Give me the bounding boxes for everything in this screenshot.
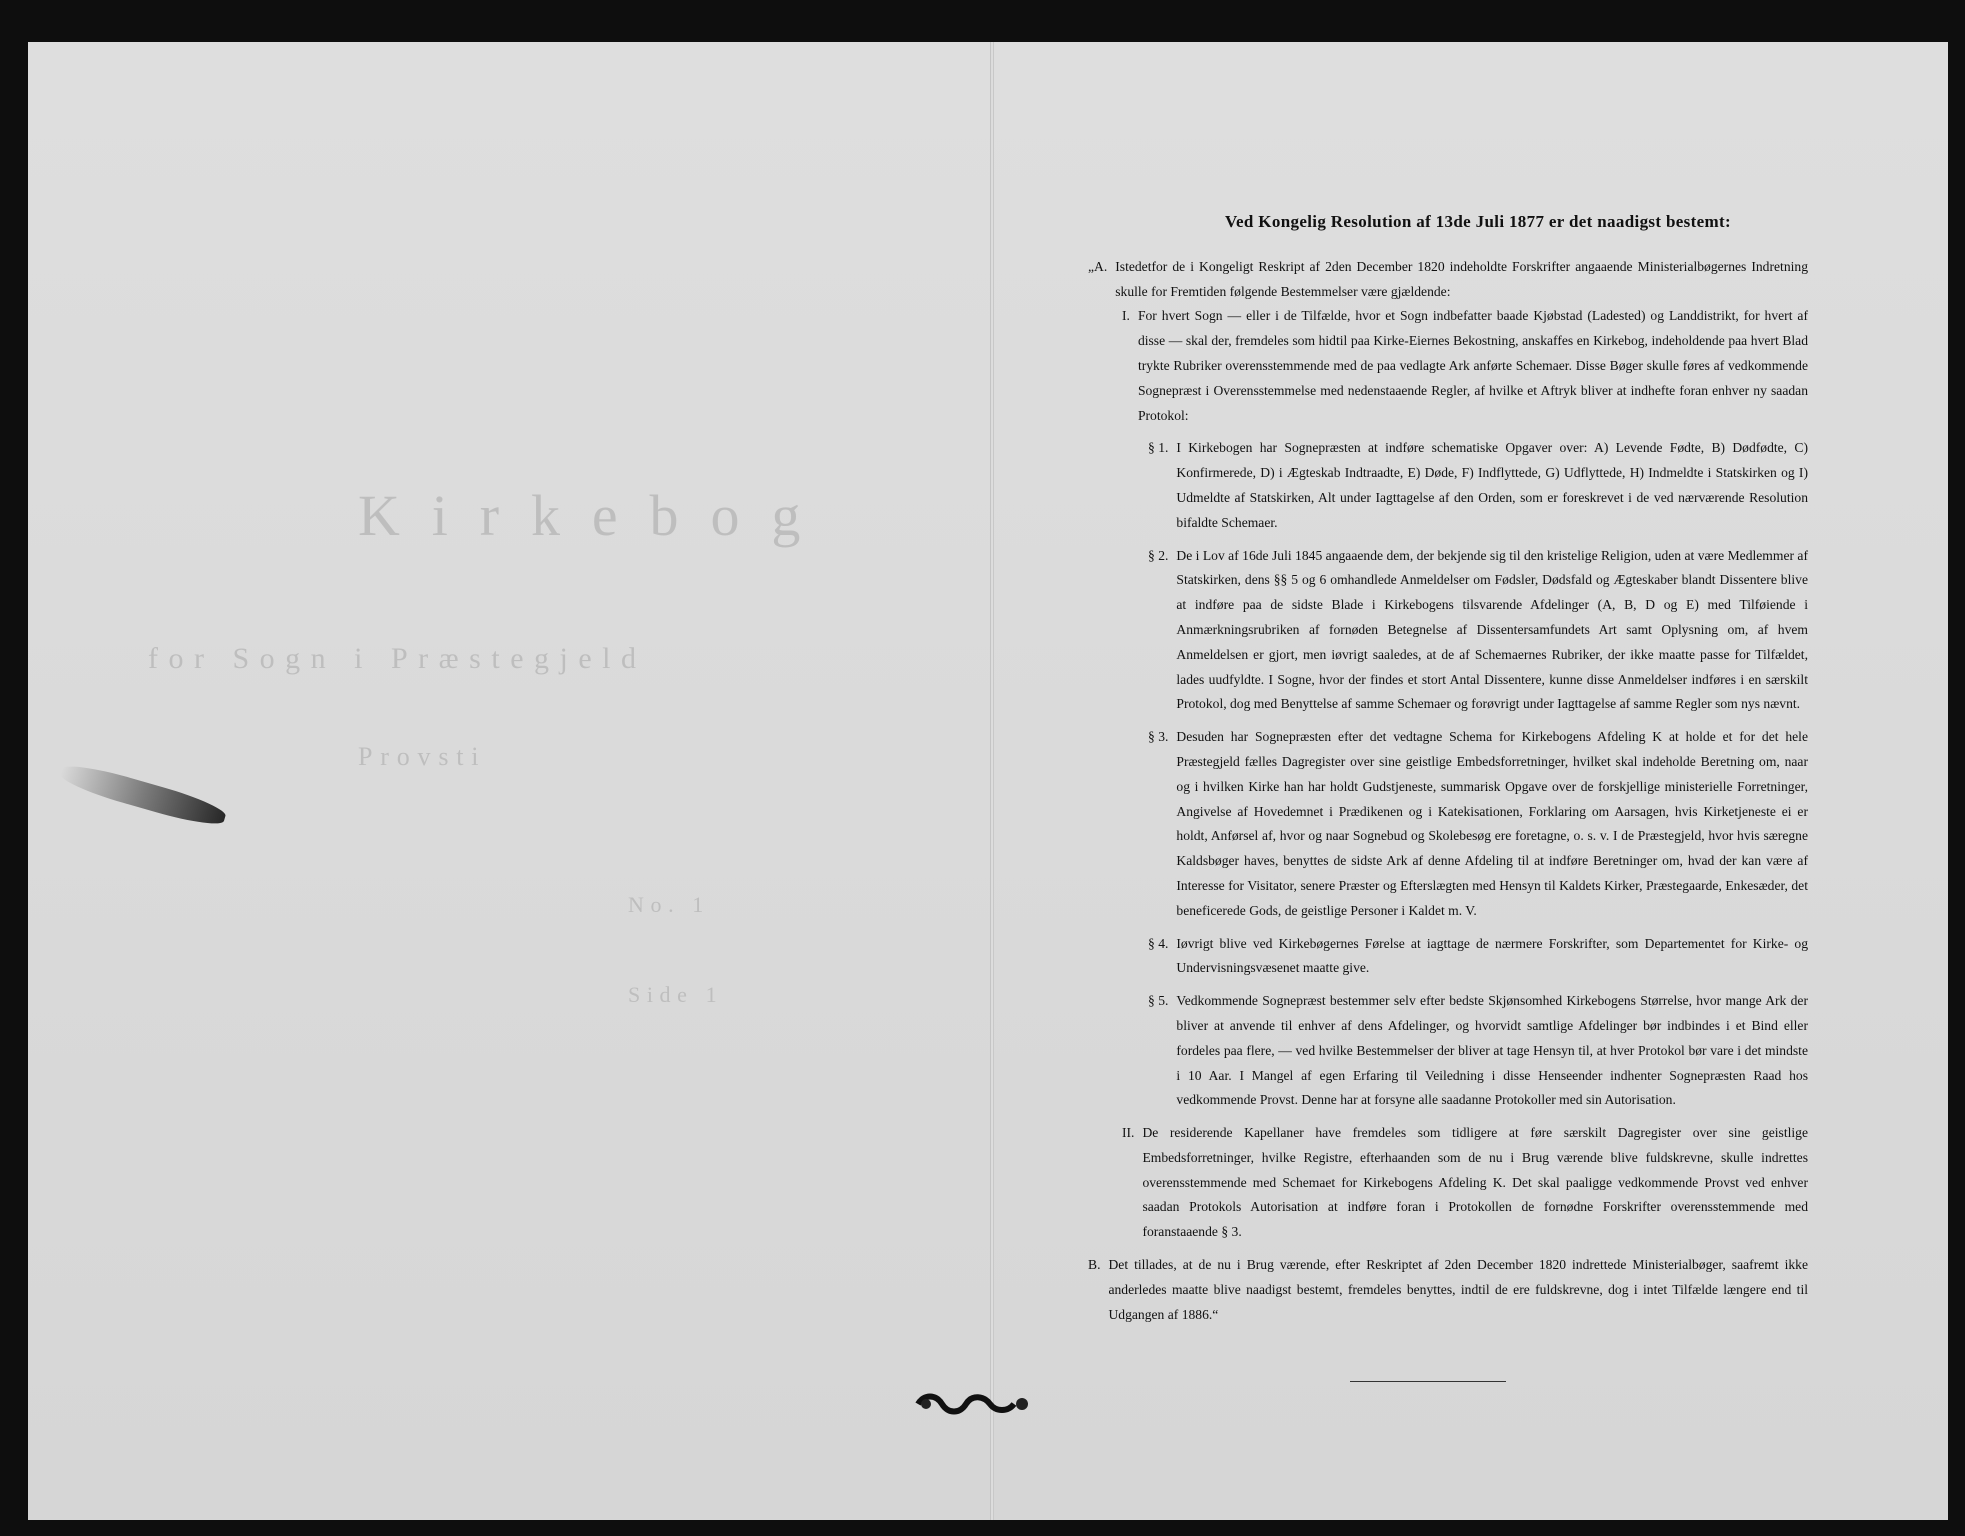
paragraph-3-text: Desuden har Sognepræsten efter det vedtagne Schema for Kirkebogens Afdeling K at holde et for det hele Præstegjeld fælles Dagregister over sine geistlige Embedsforretninger, hvilket skal indeholde Beretning om, naar og i hvilken Kirke han har holdt Gudstjeneste, summarisk Opgave over de forskjellige ministerielle Forretninger, Angivelse af Hovedemnet i Prædikenen og i Katekisationen, Forklaring om Aarsagen, hvis Kirketjeneste ei er holdt, Anførsel af, hvor og naar Sognebud og Skolebesøg ere foretagne, o. s. v. I de Præstegjeld, hvor hvis særegne Kaldsbøger haves, benyttes de sidste Ark af denne Afdeling til at indføre Beretninger om, hvad der kan være af Interesse for Visitator, senere Præster og Efterslægten med Hensyn til Kaldets Kirker, Præstegaarde, Enkesæder, det beneficerede Gods, de geistlige Personer i Kaldet m. V. (1176, 729, 1808, 918)
paragraph-4-text: Iøvrigt blive ved Kirkebøgernes Førelse at iagttage de nærmere Forskrifter, som Departementet for Kirke- og Undervisningsvæsenet maatte give. (1176, 935, 1808, 976)
section-a (1088, 255, 1808, 305)
section-a-text: Istedetfor de i Kongeligt Reskript af 2den December 1820 indeholdte Forskrifter angaaende Ministerialbøgernes Indretning skulle for Fremtiden følgende Bestemmelser være gjældende: (1115, 258, 1808, 299)
paragraph-1-text: I Kirkebogen har Sognepræsten at indføre schematiske Opgaver over: A) Levende Fødte, B) Dødfødte, C) Konfirmerede, D) i Ægteskab Indtraadte, E) Døde, F) Indflyttede, G) Udflyttede, H) Indmeldte i Statskirken og I) Udmeldte af Statskirken, Alt under Iagttagelse af den Orden, som er foreskrevet i de ved nærværende Resolution bifaldte Schemaer. (1176, 440, 1808, 530)
paragraph-5-text: Vedkommende Sognepræst bestemmer selv efter bedste Skjønsomhed Kirkebogens Størrelse, hvor mange Ark der bliver at anvende til enhver af dens Afdelinger, og hvorvidt samtlige Afdelinger bør indbindes i et Bind eller fordeles paa flere, — ved hvilke Bestemmelser der bliver at tage Hensyn til, at hver Protokol bør vare i det mindste i 10 Aar. I Mangel af egen Erfaring til Veiledning i disse Henseender indhenter Sognepræsten Raad hos vedkommende Provst. Denne har at forsyne alle saadanne Protokoller med sin Autorisation. (1176, 993, 1808, 1108)
section-b-text: Det tillades, at de nu i Brug værende, efter Reskriptet af 2den December 1820 indrettede Ministerialbøger, saafremt ikke anderledes maatte blive naadigst bestemt, fremdeles benyttes, indtil de ere fuldskrevne, dog i intet Tilfælde længere end til Udgangen af 1886.“ (1108, 1257, 1808, 1322)
faint-title: Kirkebog (358, 483, 833, 548)
left-page (28, 42, 990, 1520)
paragraph-1-mark: § 1. (1148, 440, 1169, 456)
resolution-text (1088, 210, 1808, 1327)
faint-line-parish: for Sogn i Præstegjeld (148, 642, 647, 675)
paragraph-4 (1088, 932, 1808, 982)
paragraph-2-mark: § 2. (1148, 547, 1169, 563)
paragraph-3 (1088, 725, 1808, 923)
paragraph-2-text: De i Lov af 16de Juli 1845 angaaende dem, der bekjende sig til den kristelige Religion, uden at være Medlemmer af Statskirken, dens §§ 5 og 6 omhandlede Anmeldelser om Fødsler, Dødsfald og Ægteskaber blandt Dissentere blive at indføre paa de sidste Blade i Kirkebogens tilsvarende Afdelinger (A, B, D og E) med Tilføiende i Anmærkningsrubriken af fornøden Betegnelse af Dissentersamfundets Art samt Oplysning om, af hvem Anmeldelsen er gjort, men iøvrigt saaledes, at de af Schemaernes Rubriker, der ikke maatte passe for Tilfældet, lades uudfyldte. I Sogne, hvor der findes et stort Antal Dissentere, kunne disse Anmeldelser indføres i en særskilt Protokol, dog med Benyttelse af samme Schemaer og forøvrigt under Iagttagelse af samme Regler som nys nævnt. (1176, 547, 1808, 712)
section-b (1088, 1253, 1808, 1327)
faint-line-deanery: Provsti (358, 742, 487, 771)
paragraph-5-mark: § 5. (1148, 993, 1169, 1009)
section-b-mark: B. (1088, 1257, 1101, 1273)
section-a-mark: „A. (1088, 258, 1108, 274)
section-i (1088, 304, 1808, 428)
faint-line-number: No. 1 (628, 892, 710, 917)
section-ii-mark: II. (1122, 1125, 1135, 1141)
binding-clasp-icon (914, 1392, 1034, 1416)
signature-rule (1350, 1381, 1506, 1382)
paragraph-2 (1088, 544, 1808, 718)
faint-line-side: Side 1 (628, 982, 724, 1007)
paragraph-4-mark: § 4. (1148, 935, 1169, 951)
section-i-text: For hvert Sogn — eller i de Tilfælde, hvor et Sogn indbefatter baade Kjøbstad (Ladested) og Landdistrikt, for hvert af disse — skal der, fremdeles som hidtil paa Kirke-Eiernes Bekostning, anskaffes en Kirkebog, indeholdende paa hvert Blad trykte Rubriker overensstemmende med de paa vedlagte Ark anførte Schemaer. Disse Bøger skulle føres af vedkommende Sognepræst i Overensstemmelse med nedenstaaende Regler, af hvilke et Aftryk bliver at indhefte foran enhver ny saadan Protokol: (1137, 308, 1808, 423)
section-i-mark: I. (1122, 308, 1130, 324)
section-ii-text: De residerende Kapellaner have fremdeles som tidligere at føre særskilt Dagregister over sine geistlige Embedsforretninger, hvilke Registre, efterhaanden som de nu i Brug værende blive fuldskrevne, skulle indrettes overensstemmende med Schemaet for Kirkebogens Afdeling K. Det skal paaligge vedkommende Provst ved enhver saadan Protokols Autorisation at indføre foran i Protokollen de fornødne Forskrifter overensstemmende med foranstaaende § 3. (1142, 1125, 1808, 1240)
section-ii (1088, 1121, 1808, 1245)
ink-smudge (58, 759, 229, 831)
paragraph-1 (1088, 436, 1808, 535)
paragraph-5 (1088, 989, 1808, 1113)
document-title: Ved Kongelig Resolution af 13de Juli 1877 er det naadigst bestemt: (1224, 212, 1731, 231)
paragraph-3-mark: § 3. (1148, 729, 1169, 745)
